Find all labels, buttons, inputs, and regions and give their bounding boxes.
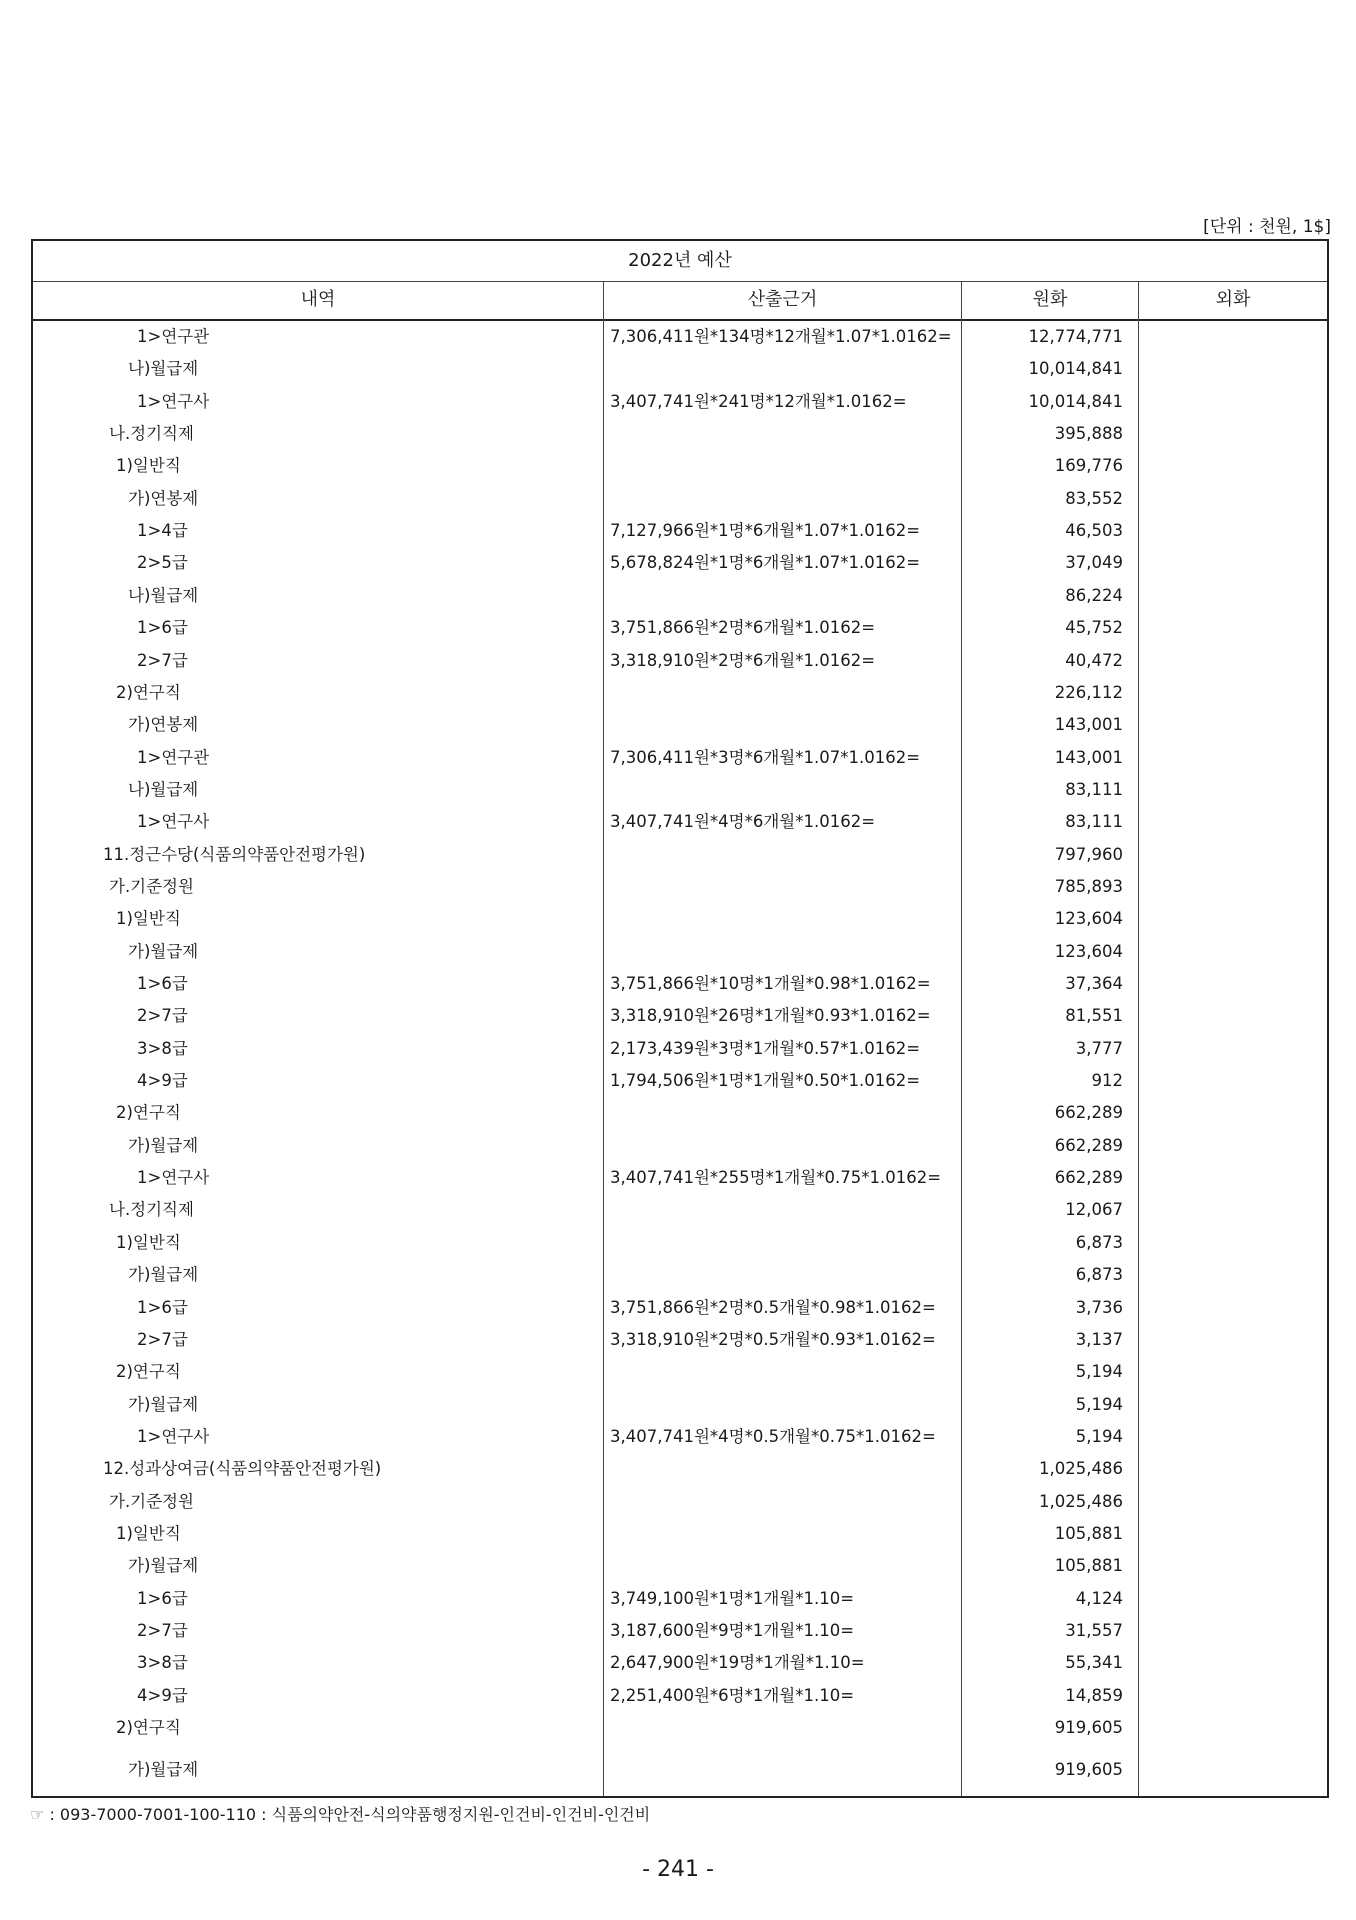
- row-krw: 5,194: [1075, 1362, 1123, 1382]
- table-row: [33, 1097, 1327, 1129]
- table-row: [33, 1680, 1327, 1712]
- row-krw: 1,025,486: [1039, 1459, 1123, 1479]
- row-item: 2>7급: [137, 1006, 188, 1026]
- row-item: 가)월급제: [128, 1556, 199, 1576]
- row-item: 가)연봉제: [128, 715, 199, 735]
- row-krw: 31,557: [1065, 1621, 1123, 1640]
- row-krw: 5,194: [1075, 1426, 1123, 1446]
- table-row: [33, 1356, 1327, 1388]
- row-item: 1>연구사: [137, 1426, 210, 1446]
- row-krw: 912: [1091, 1071, 1123, 1091]
- row-basis: 2,173,439원*3명*1개월*0.57*1.0162=: [610, 1038, 921, 1058]
- table-row: [33, 483, 1327, 515]
- row-krw: 5,194: [1075, 1394, 1123, 1414]
- row-krw: 785,893: [1054, 876, 1123, 896]
- row-basis: 3,407,741원*255명*1개월*0.75*1.0162=: [610, 1168, 942, 1188]
- row-item: 4>9급: [137, 1071, 188, 1091]
- table-row: [33, 1227, 1327, 1259]
- row-basis: 3,749,100원*1명*1개월*1.10=: [610, 1588, 855, 1608]
- table-row: [33, 418, 1327, 450]
- row-item: 11.정근수당(식품의약품안전평가원): [103, 844, 366, 864]
- row-krw: 3,137: [1075, 1329, 1123, 1349]
- table-row: [33, 871, 1327, 903]
- row-krw: 6,873: [1075, 1232, 1123, 1252]
- row-krw: 86,224: [1065, 585, 1123, 605]
- row-krw: 143,001: [1054, 747, 1123, 767]
- row-item: 2)연구직: [116, 1362, 181, 1382]
- row-item: 3>8급: [137, 1038, 188, 1058]
- row-item: 가)월급제: [128, 941, 199, 961]
- table-row: [33, 677, 1327, 709]
- table-row: [33, 1194, 1327, 1226]
- footer-text: : 093-7000-7001-100-110 : 식품의약안전-식의약품행정지원-인건비-인건비-인건비: [49, 1805, 651, 1824]
- row-krw: 105,881: [1054, 1556, 1123, 1576]
- table-row: [33, 1324, 1327, 1356]
- row-krw: 662,289: [1054, 1168, 1123, 1188]
- row-krw: 40,472: [1065, 650, 1123, 670]
- row-item: 나.정기직제: [109, 1200, 194, 1220]
- row-item: 1>6급: [137, 1297, 188, 1317]
- row-krw: 105,881: [1054, 1523, 1123, 1543]
- table-row: [33, 1065, 1327, 1097]
- table-row: [33, 321, 1327, 353]
- row-basis: 3,751,866원*10명*1개월*0.98*1.0162=: [610, 974, 931, 993]
- row-item: 1)일반직: [116, 909, 181, 929]
- row-basis: 3,407,741원*4명*0.5개월*0.75*1.0162=: [610, 1426, 936, 1446]
- row-krw: 10,014,841: [1028, 359, 1123, 379]
- table-row: [33, 386, 1327, 418]
- table-row: [33, 742, 1327, 774]
- table-row: [33, 1518, 1327, 1550]
- row-item: 3>8급: [137, 1653, 188, 1673]
- row-basis: 7,306,411원*3명*6개월*1.07*1.0162=: [610, 747, 921, 767]
- row-item: 가)월급제: [128, 1394, 199, 1414]
- row-item: 1>4급: [137, 521, 188, 541]
- table-row: [33, 1033, 1327, 1065]
- unit-label: [단위 : 천원, 1$]: [1203, 217, 1331, 237]
- row-item: 나)월급제: [128, 585, 199, 605]
- row-basis: 2,251,400원*6명*1개월*1.10=: [610, 1685, 855, 1705]
- row-basis: 3,318,910원*26명*1개월*0.93*1.0162=: [610, 1006, 931, 1026]
- table-row: [33, 1486, 1327, 1518]
- row-item: 가.기준정원: [109, 1491, 194, 1511]
- header-foreign: 외화: [1215, 289, 1251, 310]
- table-row: [33, 1550, 1327, 1582]
- budget-table: [31, 239, 1329, 1798]
- row-item: 가)월급제: [128, 1265, 199, 1285]
- table-row: [33, 645, 1327, 677]
- row-krw: 226,112: [1054, 682, 1123, 702]
- table-row: [33, 580, 1327, 612]
- header-basis: 산출근거: [747, 289, 818, 310]
- row-item: 나)월급제: [128, 779, 199, 799]
- row-item: 나)월급제: [128, 359, 199, 379]
- row-item: 1>6급: [137, 618, 188, 638]
- row-krw: 1,025,486: [1039, 1491, 1123, 1511]
- row-basis: 7,306,411원*134명*12개월*1.07*1.0162=: [610, 327, 952, 346]
- row-item: 2)연구직: [116, 682, 181, 702]
- table-row: [33, 968, 1327, 1000]
- row-basis: 2,647,900원*19명*1개월*1.10=: [610, 1653, 865, 1673]
- row-item: 1>연구관: [137, 327, 210, 346]
- row-item: 가)연봉제: [128, 488, 199, 508]
- row-item: 1>연구관: [137, 747, 210, 767]
- table-row: [33, 1421, 1327, 1453]
- row-item: 2)연구직: [116, 1718, 181, 1738]
- row-krw: 4,124: [1075, 1588, 1123, 1608]
- row-krw: 919,605: [1054, 1718, 1123, 1738]
- table-row: [33, 774, 1327, 806]
- table-row: [33, 1754, 1327, 1786]
- pointing-hand-icon: ☞: [30, 1805, 45, 1824]
- header-item: 내역: [300, 289, 336, 310]
- table-row: [33, 936, 1327, 968]
- row-basis: 5,678,824원*1명*6개월*1.07*1.0162=: [610, 553, 921, 573]
- row-krw: 3,777: [1075, 1038, 1123, 1058]
- row-item: 2>7급: [137, 1621, 188, 1640]
- table-row: [33, 1000, 1327, 1032]
- table-row: [33, 450, 1327, 482]
- row-krw: 14,859: [1065, 1685, 1123, 1705]
- row-krw: 919,605: [1054, 1760, 1123, 1780]
- row-krw: 55,341: [1065, 1653, 1123, 1673]
- table-row: [33, 1647, 1327, 1679]
- row-item: 1)일반직: [116, 1523, 181, 1543]
- row-krw: 143,001: [1054, 715, 1123, 735]
- row-krw: 3,736: [1075, 1297, 1123, 1317]
- table-row: [33, 1292, 1327, 1324]
- table-row: [33, 515, 1327, 547]
- row-krw: 83,111: [1065, 812, 1123, 832]
- table-row: [33, 353, 1327, 385]
- table-row: [33, 1712, 1327, 1744]
- account-code-footer: [30, 1802, 650, 1825]
- row-item: 나.정기직제: [109, 424, 194, 444]
- row-item: 1)일반직: [116, 1232, 181, 1252]
- row-item: 2)연구직: [116, 1103, 181, 1123]
- row-krw: 12,067: [1065, 1200, 1123, 1220]
- year-header: 2022년 예산: [33, 241, 1327, 282]
- column-header-row: [33, 281, 1327, 321]
- row-item: 2>7급: [137, 650, 188, 670]
- row-basis: 3,318,910원*2명*0.5개월*0.93*1.0162=: [610, 1329, 936, 1349]
- row-item: 1)일반직: [116, 456, 181, 476]
- row-basis: 3,407,741원*4명*6개월*1.0162=: [610, 812, 876, 832]
- row-basis: 3,751,866원*2명*6개월*1.0162=: [610, 618, 876, 638]
- row-item: 가.기준정원: [109, 876, 194, 896]
- row-krw: 12,774,771: [1028, 327, 1123, 346]
- row-krw: 37,049: [1065, 553, 1123, 573]
- row-basis: 3,407,741원*241명*12개월*1.0162=: [610, 391, 907, 411]
- table-row: [33, 709, 1327, 741]
- table-row: [33, 839, 1327, 871]
- row-basis: 7,127,966원*1명*6개월*1.07*1.0162=: [610, 521, 921, 541]
- page-number: - 241 -: [642, 1857, 714, 1882]
- row-krw: 83,552: [1065, 488, 1123, 508]
- row-item: 4>9급: [137, 1685, 188, 1705]
- row-krw: 83,111: [1065, 779, 1123, 799]
- table-row: [33, 612, 1327, 644]
- row-item: 가)월급제: [128, 1760, 199, 1780]
- row-basis: 3,318,910원*2명*6개월*1.0162=: [610, 650, 876, 670]
- row-krw: 662,289: [1054, 1135, 1123, 1155]
- row-krw: 37,364: [1065, 974, 1123, 993]
- row-item: 2>7급: [137, 1329, 188, 1349]
- row-krw: 6,873: [1075, 1265, 1123, 1285]
- row-basis: 3,187,600원*9명*1개월*1.10=: [610, 1621, 855, 1640]
- header-krw: 원화: [1032, 289, 1068, 310]
- row-item: 12.성과상여금(식품의약품안전평가원): [103, 1459, 382, 1479]
- row-krw: 797,960: [1054, 844, 1123, 864]
- row-krw: 81,551: [1065, 1006, 1123, 1026]
- table-row: [33, 547, 1327, 579]
- row-item: 1>6급: [137, 974, 188, 993]
- row-krw: 123,604: [1054, 941, 1123, 961]
- row-item: 1>연구사: [137, 1168, 210, 1188]
- row-item: 1>6급: [137, 1588, 188, 1608]
- table-row: [33, 1162, 1327, 1194]
- table-row: [33, 1259, 1327, 1291]
- row-item: 가)월급제: [128, 1135, 199, 1155]
- row-item: 1>연구사: [137, 391, 210, 411]
- row-krw: 45,752: [1065, 618, 1123, 638]
- table-row: [33, 1583, 1327, 1615]
- table-row: [33, 1453, 1327, 1485]
- table-row: [33, 1130, 1327, 1162]
- table-row: [33, 903, 1327, 935]
- row-item: 1>연구사: [137, 812, 210, 832]
- row-item: 2>5급: [137, 553, 188, 573]
- table-row: [33, 1389, 1327, 1421]
- row-basis: 1,794,506원*1명*1개월*0.50*1.0162=: [610, 1071, 921, 1091]
- row-krw: 123,604: [1054, 909, 1123, 929]
- table-row: [33, 806, 1327, 838]
- table-row: [33, 1615, 1327, 1647]
- row-krw: 10,014,841: [1028, 391, 1123, 411]
- row-krw: 46,503: [1065, 521, 1123, 541]
- row-krw: 662,289: [1054, 1103, 1123, 1123]
- row-krw: 169,776: [1054, 456, 1123, 476]
- row-basis: 3,751,866원*2명*0.5개월*0.98*1.0162=: [610, 1297, 936, 1317]
- row-krw: 395,888: [1054, 424, 1123, 444]
